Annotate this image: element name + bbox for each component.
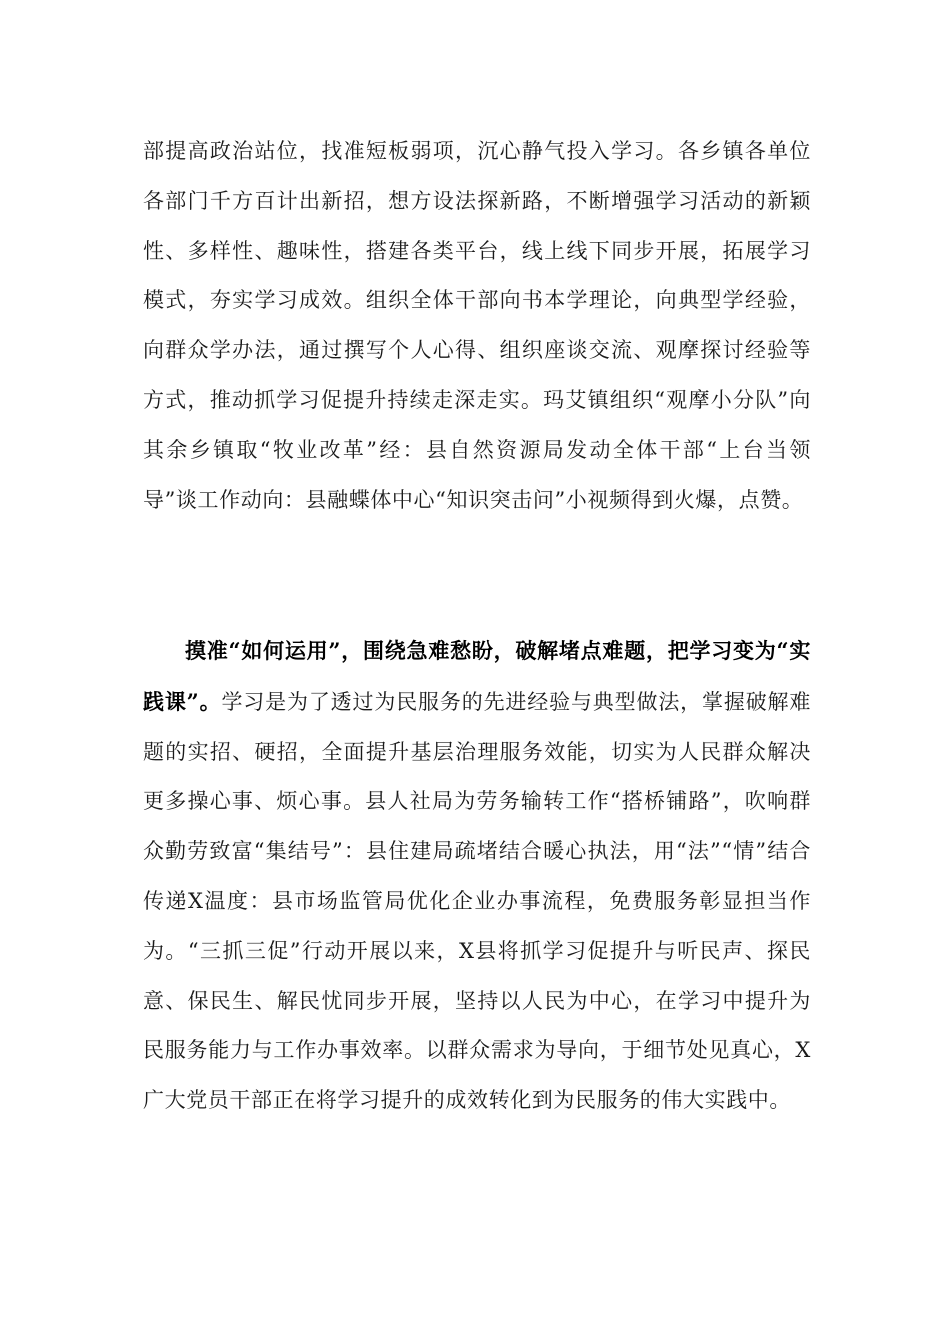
paragraph-2-text: 学习是为了透过为民服务的先进经验与典型做法，掌握破解难题的实招、硬招，全面提升基层治理服务效能，切实为人民群众解决更多操心事、烦心事。县人社局为劳务输转工作“搭桥铺路”，吹响群众勤劳致富“集结号”：县住建局疏堵结合暖心执法，用“法”“情”结合传递X温度：县市场监管局优化企业办事流程，免费服务彰显担当作为。“三抓三促”行动开展以来，X县将抓学习促提升与听民声、探民意、保民生、解民忧同步开展，坚持以人民为中心，在学习中提升为民服务能力与工作办事效率。以群众需求为导向，于细节处见真心，X广大党员干部正在将学习提升的成效转化到为民服务的伟大实践中。 [143, 689, 812, 1113]
paragraph-2 [143, 626, 811, 1126]
paragraph-2-lead: 摸准“如何运用”，围绕急难愁盼，破解堵点难题，把学习变为“实践课”。 [143, 638, 811, 714]
paragraph-1 [143, 127, 811, 525]
paragraph-1-text: 部提高政治站位，找准短板弱项，沉心静气投入学习。各乡镇各单位各部门千方百计出新招，想方设法探新路，不断增强学习活动的新颖性、多样性、趣味性，搭建各类平台，线上线下同步开展，拓展学习模式，夯实学习成效。组织全体干部向书本学理论，向典型学经验，向群众学办法，通过撰写个人心得、组织座谈交流、观摩探讨经验等方式，推动抓学习促提升持续走深走实。玛艾镇组织“观摩小分队”向其余乡镇取“牧业改革”经：县自然资源局发动全体干部“上台当领导”谈工作动向：县融蝶体中心“知识突击问”小视频得到火爆，点赞。 [143, 139, 811, 512]
